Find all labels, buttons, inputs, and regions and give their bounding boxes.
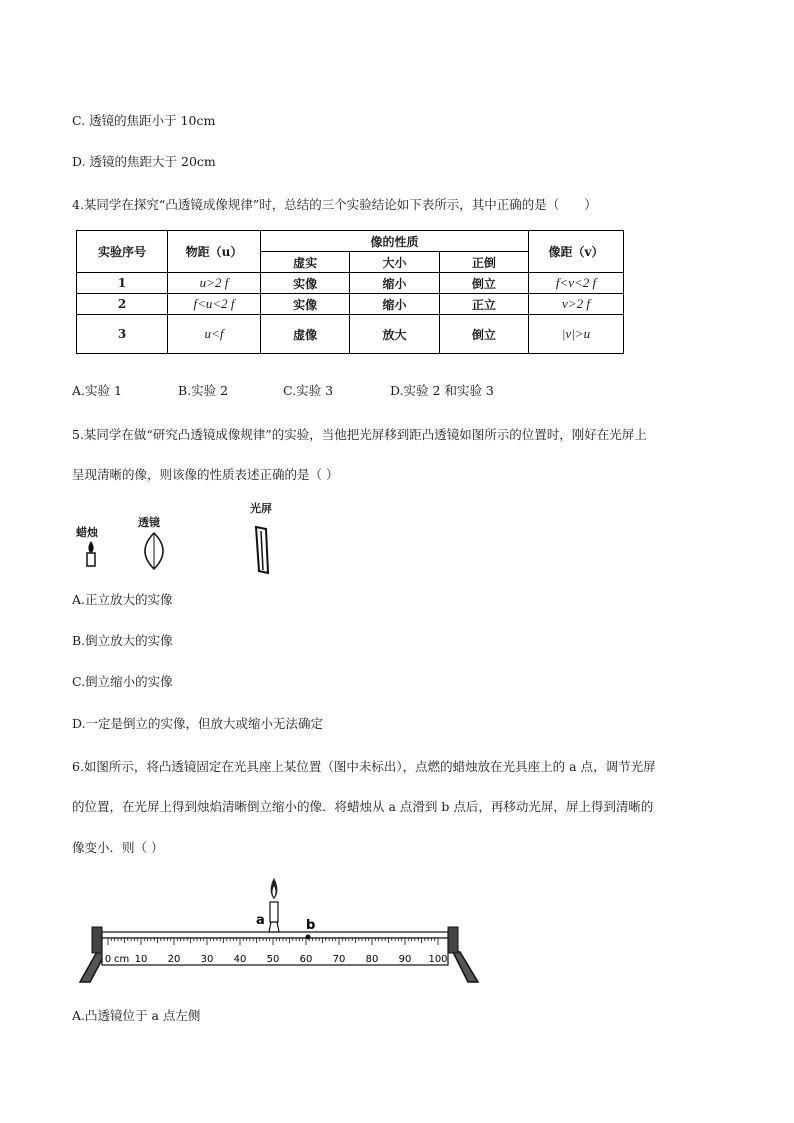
q6-stem-line1: 6.如图所示，将凸透镜固定在光具座上某位置（图中未标出），点燃的蜡烛放在光具座上的 a 点，调节光屏 — [72, 759, 656, 774]
table-row — [77, 315, 624, 354]
screen-icon — [256, 527, 268, 573]
th-v: 像距（v） — [529, 231, 624, 273]
th-real: 虚实 — [261, 252, 350, 273]
scale-tick-label: 40 — [233, 954, 247, 965]
q5-stem-line2: 呈现清晰的像，则该像的性质表述正确的是（ ） — [72, 467, 339, 482]
cell-seq: 1 — [77, 273, 168, 294]
candle-icon — [87, 541, 95, 566]
cell-u: f<u<2 f — [168, 294, 261, 315]
q5-option-c: C.倒立缩小的实像 — [72, 674, 173, 689]
cell-real: 实像 — [261, 273, 350, 294]
scale-tick-label: 70 — [332, 954, 346, 965]
th-orient: 正倒 — [439, 252, 528, 273]
th-seq: 实验序号 — [77, 231, 168, 273]
scale-tick-label: 90 — [398, 954, 412, 965]
optical-bench-figure — [70, 870, 480, 990]
cell-v: f<v<2 f — [529, 273, 624, 294]
bench-candle-icon — [270, 902, 278, 922]
cell-size: 放大 — [350, 315, 439, 354]
cell-u: u>2 f — [168, 273, 261, 294]
th-size: 大小 — [350, 252, 439, 273]
right-end-post — [448, 927, 458, 953]
q5-figure — [70, 525, 300, 580]
q4-option-a: A.实验 1 — [72, 383, 122, 398]
point-b-label: b — [306, 918, 316, 933]
point-a-label: a — [256, 913, 265, 928]
cell-real: 实像 — [261, 294, 350, 315]
scale-tick-label: 60 — [299, 954, 313, 965]
scale-tick-label: 30 — [200, 954, 214, 965]
rail-top — [102, 932, 448, 938]
scale-tick-label: 0 — [104, 954, 112, 965]
q5-option-a: A.正立放大的实像 — [72, 592, 173, 607]
q6-stem-line3: 像变小．则（ ） — [72, 840, 164, 855]
cell-size: 缩小 — [350, 294, 439, 315]
right-leg — [452, 950, 478, 982]
th-nature: 像的性质 — [261, 231, 529, 252]
scale-tick-label: 50 — [266, 954, 280, 965]
lens-label: 透镜 — [138, 516, 160, 529]
candle-label: 蜡烛 — [76, 526, 98, 539]
cell-orient: 倒立 — [439, 315, 528, 354]
q4-option-d: D.实验 2 和实验 3 — [390, 383, 494, 398]
q4-option-b: B.实验 2 — [178, 383, 229, 398]
th-u: 物距（u） — [168, 231, 261, 273]
cell-size: 缩小 — [350, 273, 439, 294]
scale-tick-label: 10 — [134, 954, 148, 965]
scale-tick-label: 20 — [167, 954, 181, 965]
cell-orient: 倒立 — [439, 273, 528, 294]
q3-option-d: D. 透镜的焦距大于 20cm — [72, 154, 216, 169]
q5-option-d: D.一定是倒立的实像，但放大或缩小无法确定 — [72, 716, 324, 731]
table-row — [77, 294, 624, 315]
cell-orient: 正立 — [439, 294, 528, 315]
table-row — [77, 273, 624, 294]
q5-stem-line1: 5.某同学在做“研究凸透镜成像规律”的实验，当他把光屏移到距凸透镜如图所示的位置时，刚好在光屏上 — [72, 427, 647, 442]
candle-holder — [269, 878, 279, 932]
cell-u: u<f — [168, 315, 261, 354]
experiment-table — [76, 230, 624, 354]
cell-v: |v|>u — [529, 315, 624, 354]
unit-label: cm — [114, 954, 130, 965]
point-b-marker — [306, 935, 311, 940]
q5-option-b: B.倒立放大的实像 — [72, 633, 173, 648]
left-end-post — [92, 927, 102, 953]
q4-stem: 4.某同学在探究“凸透镜成像规律”时，总结的三个实验结论如下表所示，其中正确的是（ ） — [72, 197, 597, 212]
screen-label: 光屏 — [250, 502, 272, 515]
scale-tick-label: 80 — [365, 954, 379, 965]
lens-icon — [145, 533, 163, 569]
cell-seq: 3 — [77, 315, 168, 354]
cell-real: 虚像 — [261, 315, 350, 354]
q3-option-c: C. 透镜的焦距小于 10cm — [72, 113, 216, 128]
q6-option-a: A.凸透镜位于 a 点左侧 — [72, 1008, 201, 1023]
q4-option-c: C.实验 3 — [283, 383, 334, 398]
q6-stem-line2: 的位置，在光屏上得到烛焰清晰倒立缩小的像．将蜡烛从 a 点滑到 b 点后，再移动光屏，屏上得到清晰的 — [72, 799, 654, 814]
cell-seq: 2 — [77, 294, 168, 315]
cell-v: v>2 f — [529, 294, 624, 315]
scale-tick-label: 100 — [428, 954, 448, 965]
